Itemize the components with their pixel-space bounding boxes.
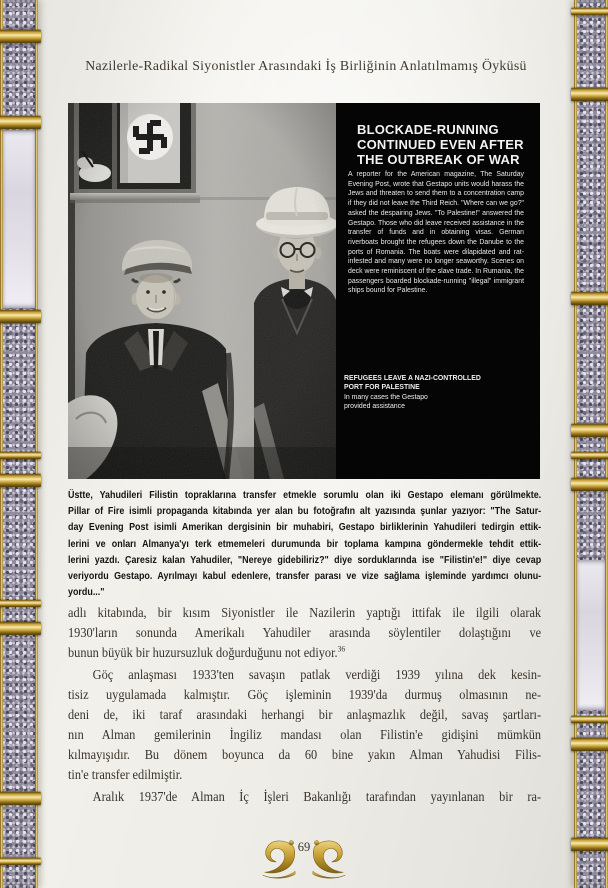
body-line: adlı kitabında, bir kısım Siyonistler ile Nazilerin yaptığı ittifak ile ilgili olarak bbox=[68, 606, 542, 621]
paragraph-2 bbox=[68, 666, 541, 786]
granite-texture bbox=[574, 0, 608, 888]
caption-line: veriyordu Gestapo. Ayrılmayı kabul edenlere, transfer parası ve vize sağlama işleminde yardımcı olunu- bbox=[68, 570, 542, 583]
photo-text-panel bbox=[336, 103, 540, 479]
panel-body-text: A reporter for the American magazine, The Saturday Evening Post, wrote that Gestapo units would harass the Jews and threaten to send them to a concentration camp if they did not leave the Third Reich. "Where can we go?" asked the despairing Jews. "To Palestine!" answered the Gestapo. Those who did leave received assistance in the transfer of funds and in obtaining visas. German riverboats brought the refugees down the Danube to the ports of Romania. The boats were dilapidated and rat-infested and many were no longer seaworthy. Scenes on deck were reminiscent of the slave trade. In Rumania, the passengers boarded blockade-running "illegal" immigrant ships bound for Palestine. bbox=[348, 171, 524, 295]
gold-band-icon bbox=[571, 716, 608, 723]
gold-band-icon bbox=[0, 622, 41, 635]
caption-line: yordu..." bbox=[68, 586, 105, 599]
figure-photo-block bbox=[68, 103, 540, 479]
gold-band-icon bbox=[571, 478, 608, 491]
marble-segment bbox=[2, 130, 36, 308]
panel-footer-bold-line: PORT FOR PALESTINE bbox=[344, 384, 420, 392]
panel-footer-regular-line: In many cases the Gestapo bbox=[344, 393, 428, 401]
gold-band-icon bbox=[0, 116, 41, 129]
panel-heading-line: BLOCKADE-RUNNING bbox=[357, 122, 499, 137]
gold-band-icon bbox=[0, 858, 41, 865]
panel-footer-regular-line: provided assistance bbox=[344, 403, 405, 411]
gold-band-icon bbox=[571, 838, 608, 851]
left-ornate-border bbox=[0, 0, 38, 888]
right-ornate-border bbox=[574, 0, 608, 888]
body-line: 1930'ların sonunda Amerikalı Yahudiler arasında söylentiler dolaştığını ve bbox=[68, 626, 542, 641]
page-footer bbox=[0, 836, 608, 880]
film-grain bbox=[68, 103, 336, 479]
gold-band-icon bbox=[571, 8, 608, 15]
paragraph-3 bbox=[68, 788, 541, 808]
page-title: Nazilerle-Radikal Siyonistler Arasındaki İş Birliğinin Anlatılmamış Öyküsü bbox=[85, 58, 527, 73]
gold-band-icon bbox=[0, 30, 41, 43]
footnote-ref: 36 bbox=[337, 643, 346, 654]
body-line: Göç anlaşması 1933'ten savaşın patlak verdiği 1939 yılına dek kesin- bbox=[92, 668, 542, 683]
panel-footer-caption bbox=[344, 374, 516, 412]
paragraph-1 bbox=[68, 604, 541, 664]
gold-band-icon bbox=[571, 424, 608, 437]
body-text bbox=[68, 604, 541, 808]
body-line-text: bunun büyük bir huzursuzluk doğurduğunu not ediyor. bbox=[68, 646, 338, 661]
body-line: kılmayışıdır. Bu dönem boyunca da 60 bine yakın Alman Yahudisi Filis- bbox=[68, 748, 542, 763]
panel-heading bbox=[357, 122, 529, 167]
marble-segment bbox=[576, 560, 606, 710]
body-line: tin'e transfer edilmiştir. bbox=[68, 768, 183, 783]
panel-heading-line: CONTINUED EVEN AFTER bbox=[357, 137, 524, 152]
body-line: Aralık 1937'de Alman İç İşleri Bakanlığı tarafından yayınlanan bir ra- bbox=[92, 790, 542, 805]
photo-caption bbox=[68, 487, 541, 600]
gold-band-icon bbox=[571, 292, 608, 305]
body-line: tisiz uygulamada kalmıştır. Göç işleminin 1939'da durmuş olmasının ne- bbox=[68, 688, 542, 703]
gold-band-icon bbox=[0, 474, 41, 487]
caption-line: day Evening Post isimli Amerikan dergisinin bir muhabiri, Gestapo birliklerinin Yahudileri tedirgin ettik- bbox=[68, 521, 542, 534]
historical-photo bbox=[68, 103, 336, 479]
gold-band-icon bbox=[571, 88, 608, 101]
body-line: nın Alman gemilerinin İngiliz mandası olan Filistin'e gidişini mümkün bbox=[68, 728, 542, 743]
gold-band-icon bbox=[571, 738, 608, 751]
gold-band-icon bbox=[0, 452, 41, 459]
footer-ornament-icon bbox=[259, 836, 297, 880]
caption-line: lerini yazdı. Çaresiz kalan Yahudiler, "Nereye gidebiliriz?" diye sorduklarında ise "Filistin'e!" diye cevap bbox=[68, 553, 542, 566]
gold-band-icon bbox=[0, 310, 41, 323]
panel-footer-bold-line: REFUGEES LEAVE A NAZI-CONTROLLED bbox=[344, 375, 481, 382]
caption-line: Üstte, Yahudileri Filistin topraklarına transfer etmekle sorumlu olan iki Gestapo elemanı görülmekte. bbox=[68, 489, 542, 501]
panel-heading-line: THE OUTBREAK OF WAR bbox=[357, 152, 520, 167]
body-line bbox=[68, 644, 541, 664]
body-line: deni de, iki taraf arasındaki herhangi bir anlaşmazlık değil, savaş şartları- bbox=[68, 708, 542, 723]
gold-band-icon bbox=[0, 600, 41, 607]
caption-line: lerini ve onları Almanya'yı terk etmemeleri durumunda bir toplama kampına göndermekle tehdit ettik- bbox=[68, 537, 542, 550]
gold-band-icon bbox=[571, 452, 608, 459]
page-number: 69 bbox=[297, 840, 311, 854]
caption-line: Pillar of Fire isimli propaganda kitabında yer alan bu fotoğrafın alt yazısında şunlar yazıyor: "The Satur- bbox=[68, 505, 542, 518]
gold-band-icon bbox=[0, 792, 41, 805]
footer-ornament-icon bbox=[311, 836, 349, 880]
